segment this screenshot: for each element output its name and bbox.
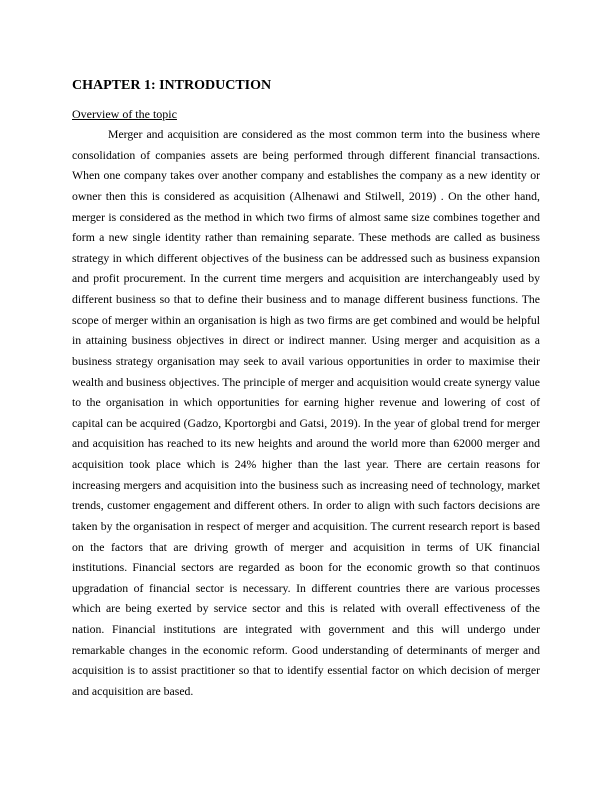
chapter-heading: CHAPTER 1: INTRODUCTION (72, 78, 272, 93)
section-heading: Overview of the topic (72, 107, 177, 121)
body-paragraph: Merger and acquisition are considered as the most common term into the business where consolidation of companies assets are being performed through different financial transactions. When one company takes over another company and establishes the company as a new identity or owner then this is considered as acquisition (Alhenawi and Stilwell, 2019) . On the other hand, merger is considered as the method in which two firms of almost same size combines together and form a new single identity rather than remaining separate. These methods are called as business strategy in which different objectives of the business can be addressed such as business expansion and profit procurement. In the current time mergers and acquisition are interchangeably used by different business so that to define their business and to manage different business functions. The scope of merger within an organisation is high as two firms are get combined and would be helpful in attaining business objectives in direct or indirect manner. Using merger and acquisition as a business strategy organisation may seek to avail various opportunities in order to maximise their wealth and business objectives. The principle of merger and acquisition would create synergy value to the organisation in which opportunities for earning higher revenue and lowering of cost of capital can be acquired (Gadzo, Kportorgbi and Gatsi, 2019). In the year of global trend for merger and acquisition has reached to its new heights and around the world more than 62000 merger and acquisition took place which is 24% higher than the last year. There are certain reasons for increasing mergers and acquisition into the business such as increasing need of technology, market trends, customer engagement and different others. In order to align with such factors decisions are taken by the organisation in respect of merger and acquisition. The current research report is based on the factors that are driving growth of merger and acquisition in terms of UK financial institutions. Financial sectors are regarded as boon for the economic growth so that continuos upgradation of financial sector is necessary. In different countries there are various processes which are being exerted by service sector and this is related with overall effectiveness of the nation. Financial institutions are integrated with government and this will undergo under remarkable changes in the economic reform. Good understanding of determinants of merger and acquisition is to assist practitioner so that to identify essential factor on which decision of merger and acquisition are based. (72, 128, 540, 698)
